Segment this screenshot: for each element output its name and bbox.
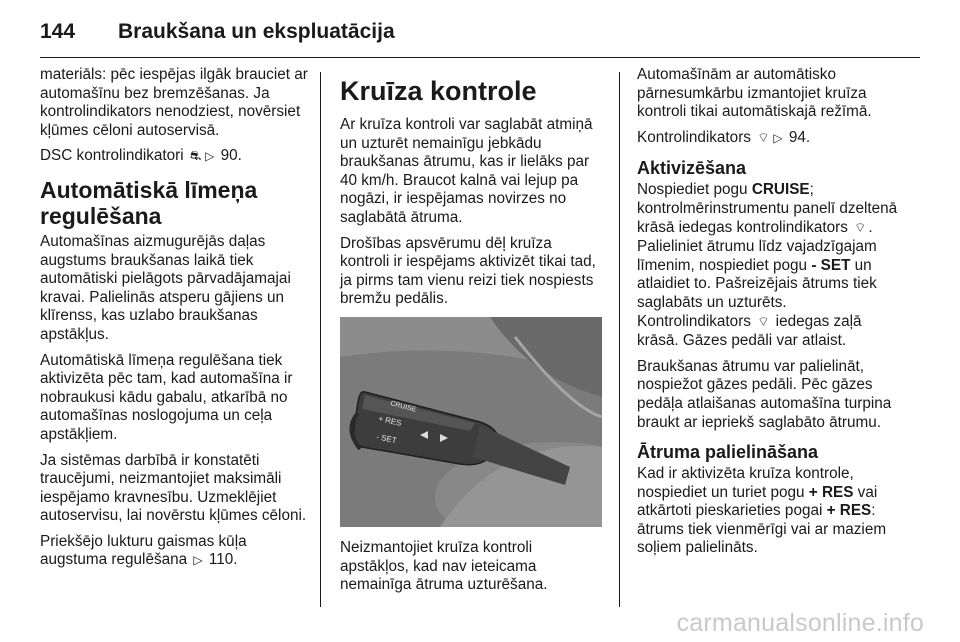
subsection-heading-activation: Aktivizēšana: [637, 158, 747, 179]
section-heading: Automātiskā līmeņa regulēšana: [40, 176, 258, 229]
lever-label-set: - SET: [375, 432, 398, 446]
dsc-icon: ⛐: [189, 149, 202, 165]
header-rule: [40, 57, 920, 58]
page-reference-arrow-icon: ▷: [773, 130, 783, 145]
column-left: [40, 66, 310, 577]
page-reference-arrow-icon: ▷: [193, 553, 203, 568]
lever-label-cruise: CRUISE: [389, 400, 417, 414]
paragraph: Automašīnām ar automātisko pārnesumkārbu izmantojiet kruīza kontroli tikai automātiskajā režīmā.: [637, 66, 872, 121]
button-name-res: + RES: [826, 502, 872, 520]
column-divider: [619, 72, 620, 607]
paragraph: DSC kontrolindikatori ⛐ ▷ 90.: [40, 147, 242, 165]
page-reference[interactable]: 90.: [220, 147, 242, 165]
paragraph: Neizmantojiet kruīza kontroli apstākļos, kad nav ieteicama nemainīga ātruma uzturēšana.: [340, 538, 548, 594]
paragraph: Ja sistēmas darbībā ir konstatēti traucējumi, neizmantojiet maksimāli iespējamo kravnesību. Uzmeklējiet autoservisu, lai novērstu kļūmes cēloni.: [40, 451, 307, 525]
lever-label-res: + RES: [377, 414, 403, 428]
page-number: 144: [40, 20, 76, 43]
section-title: Kruīza kontrole: [340, 76, 537, 106]
page-reference-arrow-icon: ▷: [205, 149, 215, 164]
paragraph: Automašīnas aizmugurējās daļas augstums braukšanas laikā tiek automātiski pielāgots pārvadājamajai kravai. Palielinās atsperu gājiens un klīrenss, kas uzlabo braukšanas apstākļus.: [40, 232, 291, 343]
cruise-control-icon: ⌔: [854, 220, 867, 236]
paragraph: Kontrolindikators ⌔ ▷ 94.: [637, 128, 811, 146]
column-right: [637, 66, 903, 565]
column-middle: [340, 66, 602, 602]
paragraph: Ar kruīza kontroli var saglabāt atmiņā un uzturēt nemainīgu jebkādu braukšanas ātrumu, kas ir lielāks par 40 km/h. Braucot kalnā vai lejup pa nogāzi, ir iespējamas novirzes no saglabātā ātruma.: [340, 116, 593, 226]
paragraph: Priekšējo lukturu gaismas kūļa augstuma regulēšana ▷ 110.: [40, 532, 247, 569]
subsection-heading-increase: Ātruma palielināšana: [637, 442, 819, 463]
paragraph: Automātiskā līmeņa regulēšana tiek aktivizēta pēc tam, kad automašīna ir nobraukusi kādu gabalu, atkarībā no automašīnas noslogojuma un ceļa apstākļiem.: [40, 351, 293, 443]
paragraph: materiāls: pēc iespējas ilgāk brauciet ar automašīnu bez bremzēšanas. Ja kontrolindikators nenodziest, novērsiet kļūmes cēloni autoservisā.: [40, 66, 308, 139]
chapter-title: Braukšana un ekspluatācija: [118, 20, 395, 43]
cruise-lever-illustration: [340, 317, 602, 527]
cruise-lever-drawing: [340, 317, 602, 527]
button-name-set: - SET: [811, 256, 851, 274]
page-reference[interactable]: 94.: [788, 128, 811, 146]
column-divider: [320, 72, 321, 607]
paragraph: Braukšanas ātrumu var palielināt, nospiežot gāzes pedāli. Pēc gāzes pedāļa atlaišanas automašīna turpina braukt ar iepriekš saglabāto ātrumu.: [637, 357, 892, 431]
page-reference[interactable]: 110.: [208, 551, 238, 569]
paragraph: Nospiediet pogu CRUISE; kontrolmērinstrumentu panelī dzeltenā krāsā iedegas kontrolindikators ⌔ . Palieliniet ātrumu līdz vajadzīgajam līmenim, nospiediet pogu - SET un atlaidiet to. Pašreizējais ātrums tiek saglabāts un uzturēts. Kontrolindikators ⌔ iedegas zaļā krāsā. Gāzes pedāli var atlaist.: [637, 181, 898, 350]
page-header: [40, 12, 920, 52]
button-name-cruise: CRUISE: [751, 181, 810, 199]
watermark: carmanualsonline.info: [676, 609, 924, 637]
cruise-control-icon: ⌔: [757, 130, 770, 146]
paragraph: Kad ir aktivizēta kruīza kontrole, nospiediet un turiet pogu + RES vai atkārtoti pieskarieties pogai + RES: ātrums tiek vienmērīgi vai ar maziem soļiem palielināts.: [637, 465, 887, 557]
cruise-control-icon: ⌔: [757, 314, 770, 330]
button-name-res: + RES: [808, 483, 854, 501]
paragraph: Drošības apsvērumu dēļ kruīza kontroli ir iespējams aktivizēt tikai tad, ja pirms tam vienu reizi tiek nospiests bremžu pedālis.: [340, 234, 596, 308]
